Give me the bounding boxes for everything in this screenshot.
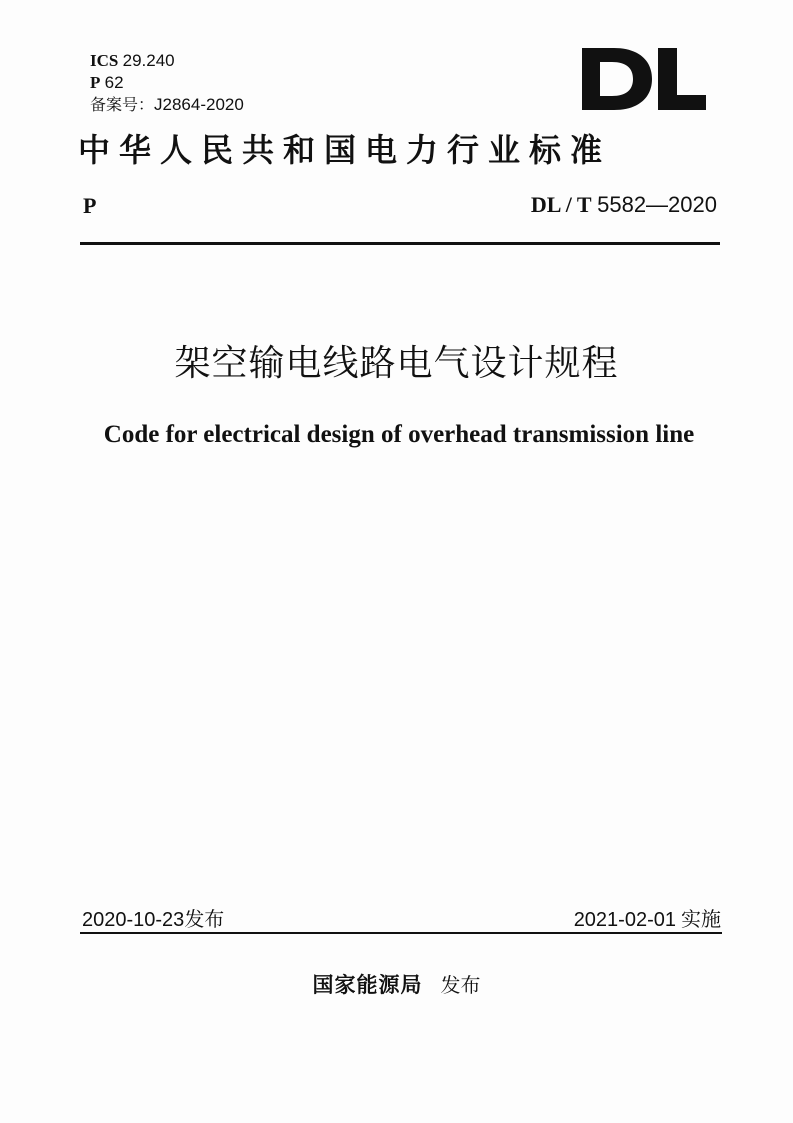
- dl-logo-graphic: [580, 46, 708, 112]
- category-label: P: [90, 73, 101, 92]
- publisher-line: [0, 969, 793, 999]
- category-letter: P: [83, 193, 97, 218]
- document-title-english: Code for electrical design of overhead transmission line: [103, 421, 695, 448]
- standard-prefix: DL / T: [530, 192, 592, 217]
- category-value: 62: [104, 73, 124, 92]
- publisher-name: 国家能源局: [312, 972, 423, 997]
- document-title-chinese: 架空输电线路电气设计规程: [174, 343, 619, 384]
- implementation-date-value: 2021-02-01: [573, 909, 676, 931]
- issue-date-label: 发布: [184, 907, 225, 931]
- issue-date: [82, 903, 224, 932]
- issuing-body-title: 中华人民共和国电力行业标准: [78, 131, 612, 169]
- dl-logo: [580, 46, 708, 112]
- filing-value: J2864-2020: [154, 95, 244, 114]
- classification-block: [90, 50, 244, 116]
- category-code: [90, 72, 244, 94]
- ics-label: ICS: [90, 51, 119, 70]
- implementation-date-label: 实施: [681, 907, 721, 931]
- standard-number-value: 5582—2020: [597, 192, 717, 217]
- standard-number: [531, 192, 717, 218]
- header-divider: [80, 242, 720, 245]
- ics-code: [90, 50, 244, 72]
- issue-date-value: 2020-10-23: [82, 909, 185, 931]
- filing-label: 备案号：: [90, 95, 155, 114]
- publish-label: 发布: [440, 973, 481, 997]
- implementation-date: [574, 903, 721, 932]
- filing-number: [90, 94, 244, 116]
- ics-value: 29.240: [122, 51, 175, 70]
- footer-divider: [80, 932, 722, 934]
